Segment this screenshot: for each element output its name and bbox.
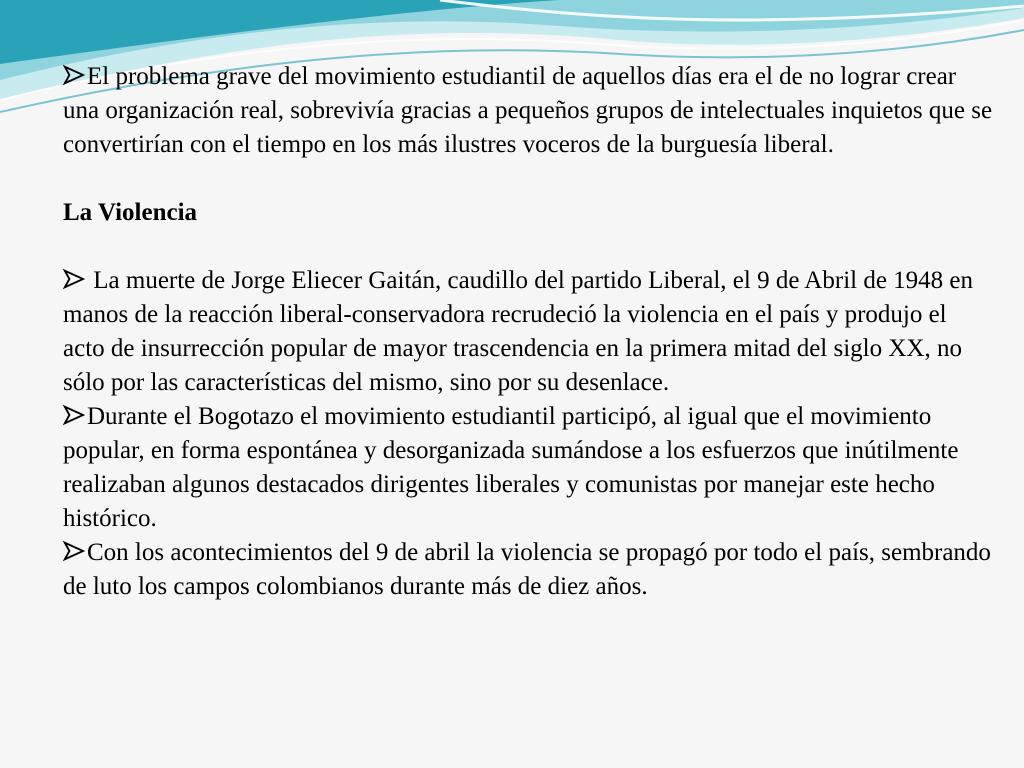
arrow-bullet-icon bbox=[63, 404, 85, 426]
paragraph-3-text: Durante el Bogotazo el movimiento estudiantil participó, al igual que el movimiento popular, en forma espontánea y desorganizada sumándose a los esfuerzos que inútilmente realizaban algunos destacados dirigentes liberales y comunistas por manejar este hecho histórico. bbox=[63, 403, 959, 532]
arrow-bullet-icon bbox=[63, 64, 85, 86]
arrow-bullet-icon bbox=[63, 540, 85, 562]
spacer bbox=[63, 162, 993, 196]
paragraph-violence-spread bbox=[63, 536, 993, 604]
paragraph-2-text: La muerte de Jorge Eliecer Gaitán, caudillo del partido Liberal, el 9 de Abril de 1948 en manos de la reacción liberal-conservadora recrudeció la violencia en el país y produjo el acto de insurrección popular de mayor trascendencia en la primera mitad del siglo XX, no sólo por las características del mismo, sino por su desenlace. bbox=[63, 267, 974, 396]
spacer bbox=[63, 230, 993, 264]
paragraph-gaitan bbox=[63, 264, 993, 400]
paragraph-1-text: El problema grave del movimiento estudiantil de aquellos días era el de no lograr crear una organización real, sobrevivía gracias a pequeños grupos de intelectuales inquietos que se convertirían con el tiempo en los más ilustres voceros de la burguesía liberal. bbox=[63, 63, 993, 158]
paragraph-bogotazo bbox=[63, 400, 993, 536]
paragraph-4-text: Con los acontecimientos del 9 de abril la violencia se propagó por todo el país, sembrando de luto los campos colombianos durante más de diez años. bbox=[63, 539, 991, 600]
paragraph-student-movement bbox=[63, 60, 993, 162]
arrow-bullet-icon bbox=[63, 268, 85, 290]
section-heading: La Violencia bbox=[63, 199, 198, 226]
slide-body bbox=[63, 60, 993, 604]
